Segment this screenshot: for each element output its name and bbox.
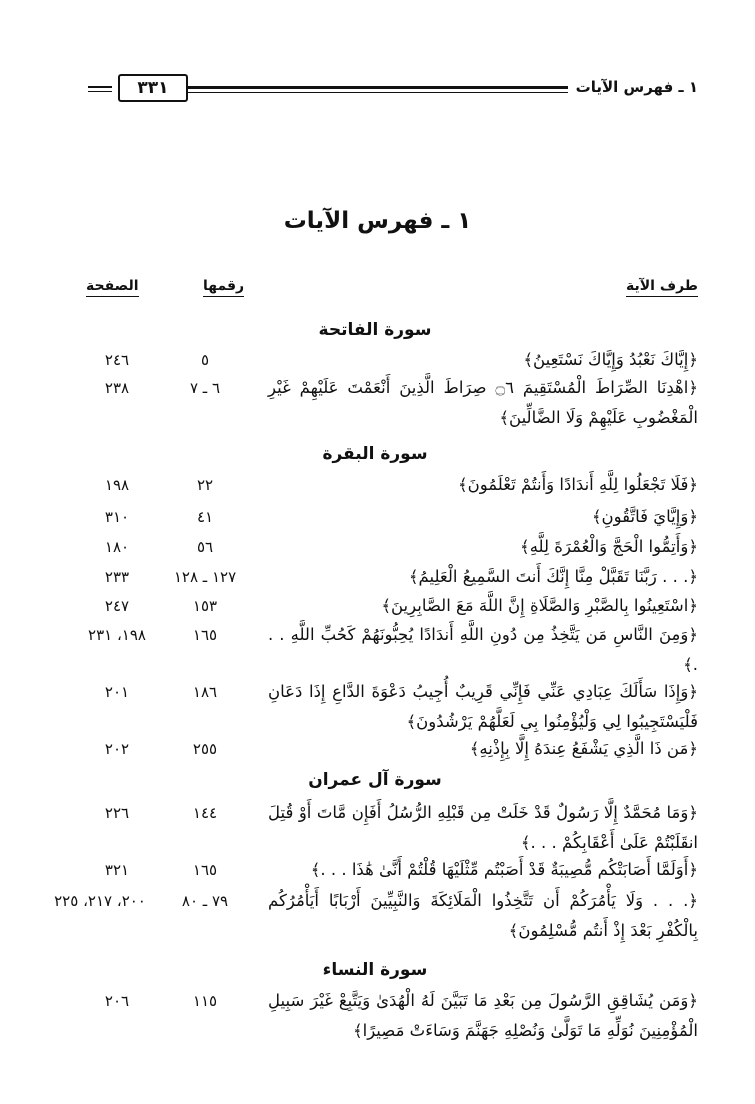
ayah-number: ١٥٣ [192,597,218,615]
ayah-number: ١٢٧ ـ ١٢٨ [173,568,237,586]
verse-text: ﴿. . . وَلَا يَأْمُرَكُمْ أَن تَتَّخِذُوا الْمَلَائِكَةَ وَالنَّبِيِّينَ أَرْبَابًا أَيَأْمُرُكُم بِالْكُفْرِ بَعْدَ إِذْ أَنتُم مُّسْلِمُونَ﴾ [268,891,698,940]
verse-text: ﴿وَإِيَّايَ فَاتَّقُونِ﴾ [591,507,698,526]
verse-text: ﴿اسْتَعِينُوا بِالصَّبْرِ وَالصَّلَاةِ إِنَّ اللَّهَ مَعَ الصَّابِرِينَ﴾ [381,596,698,615]
ayah-number: ١٦٥ [192,626,218,644]
ayah-number: ٧٩ ـ ٨٠ [181,892,229,910]
sura-heading: سورة النساء [322,960,428,980]
page-ref: ١٩٨، ٢٣١ [88,626,146,644]
page-ref: ٣١٠ [104,508,130,526]
page-ref: ٢٠٦ [104,992,130,1010]
ayah-number: ١٨٦ [192,683,218,701]
header-rule-left [88,86,112,92]
verse-text: ﴿أَوَلَمَّا أَصَابَتْكُم مُّصِيبَةٌ قَدْ أَصَبْتُم مِّثْلَيْهَا قُلْتُمْ أَنَّىٰ هَٰذَا . . .﴾ [310,860,698,879]
page-ref: ٢٠٠، ٢١٧، ٢٢٥ [54,892,146,910]
page-ref: ٢٣٨ [104,379,130,397]
verse-text: ﴿فَلَا تَجْعَلُوا لِلَّهِ أَندَادًا وَأَنتُمْ تَعْلَمُونَ﴾ [457,475,698,494]
verse-text: ﴿إِيَّاكَ نَعْبُدُ وَإِيَّاكَ نَسْتَعِينُ﴾ [523,350,698,369]
column-header-page: الصفحة [86,278,139,297]
verse-text: ﴿وَمِنَ النَّاسِ مَن يَتَّخِذُ مِن دُونِ اللَّهِ أَندَادًا يُحِبُّونَهُمْ كَحُبِّ اللَّهِ . . .﴾ [268,625,698,674]
page-ref: ٢٣٣ [104,568,130,586]
column-header-ayah-number: رقمها [203,278,244,297]
verse-text: ﴿وَمَا مُحَمَّدٌ إِلَّا رَسُولٌ قَدْ خَلَتْ مِن قَبْلِهِ الرُّسُلُ أَفَإِن مَّاتَ أَوْ قُتِلَ انقَلَبْتُمْ عَلَىٰ أَعْقَابِكُمْ . . .﴾ [268,803,698,852]
ayah-number: ١١٥ [192,992,218,1010]
header-rule [188,86,568,93]
ayah-number: ٤١ [196,508,214,526]
verse-text: ﴿وَإِذَا سَأَلَكَ عِبَادِي عَنِّي فَإِنِّي قَرِيبٌ أُجِيبُ دَعْوَةَ الدَّاعِ إِذَا دَعَانِ فَلْيَسْتَجِيبُوا لِي وَلْيُؤْمِنُوا بِي لَعَلَّهُمْ يَرْشُدُونَ﴾ [268,682,698,731]
page-ref: ١٩٨ [104,476,130,494]
page-title: ١ ـ فهرس الآيات [283,208,472,234]
verse-text: ﴿وَأَتِمُّوا الْحَجَّ وَالْعُمْرَةَ لِلَّهِ﴾ [520,537,698,556]
running-title: ١ ـ فهرس الآيات [575,78,698,96]
ayah-number: ٦ ـ ٧ [189,379,221,397]
ayah-number: ١٤٤ [192,804,218,822]
verse-text: ﴿مَن ذَا الَّذِي يَشْفَعُ عِندَهُ إِلَّا بِإِذْنِهِ﴾ [469,739,698,758]
ayah-number: ٢٥٥ [192,740,218,758]
sura-heading: سورة آل عمران [308,770,442,790]
verse-text: ﴿وَمَن يُشَاقِقِ الرَّسُولَ مِن بَعْدِ مَا تَبَيَّنَ لَهُ الْهُدَىٰ وَيَتَّبِعْ غَيْرَ سَبِيلِ الْمُؤْمِنِينَ نُوَلِّهِ مَا تَوَلَّىٰ وَنُصْلِهِ جَهَنَّمَ وَسَاءَتْ مَصِيرًا﴾ [268,991,698,1040]
page-ref: ٢٤٦ [104,351,130,369]
ayah-number: ٥٦ [196,538,214,556]
page-ref: ٢٠١ [104,683,130,701]
ayah-number: ٥ [200,351,210,369]
page-number: ٣٣١ [118,74,188,102]
running-header [88,74,698,108]
sura-heading: سورة الفاتحة [318,320,432,340]
ayah-number: ١٦٥ [192,861,218,879]
ayah-number: ٢٢ [196,476,214,494]
page-ref: ٢٤٧ [104,597,130,615]
page-ref: ٢٢٦ [104,804,130,822]
page-ref: ٣٢١ [104,861,130,879]
sura-heading: سورة البقرة [322,444,428,464]
page-ref: ٢٠٢ [104,740,130,758]
verse-text: ﴿. . . رَبَّنَا تَقَبَّلْ مِنَّا إِنَّكَ أَنتَ السَّمِيعُ الْعَلِيمُ﴾ [408,567,698,586]
page-ref: ١٨٠ [104,538,130,556]
verse-text: ﴿اهْدِنَا الصِّرَاطَ الْمُسْتَقِيمَ ۝٦ صِرَاطَ الَّذِينَ أَنْعَمْتَ عَلَيْهِمْ غَيْرِ الْمَغْضُوبِ عَلَيْهِمْ وَلَا الضَّالِّينَ﴾ [268,378,698,427]
column-header-verse: طرف الآية [626,278,698,297]
